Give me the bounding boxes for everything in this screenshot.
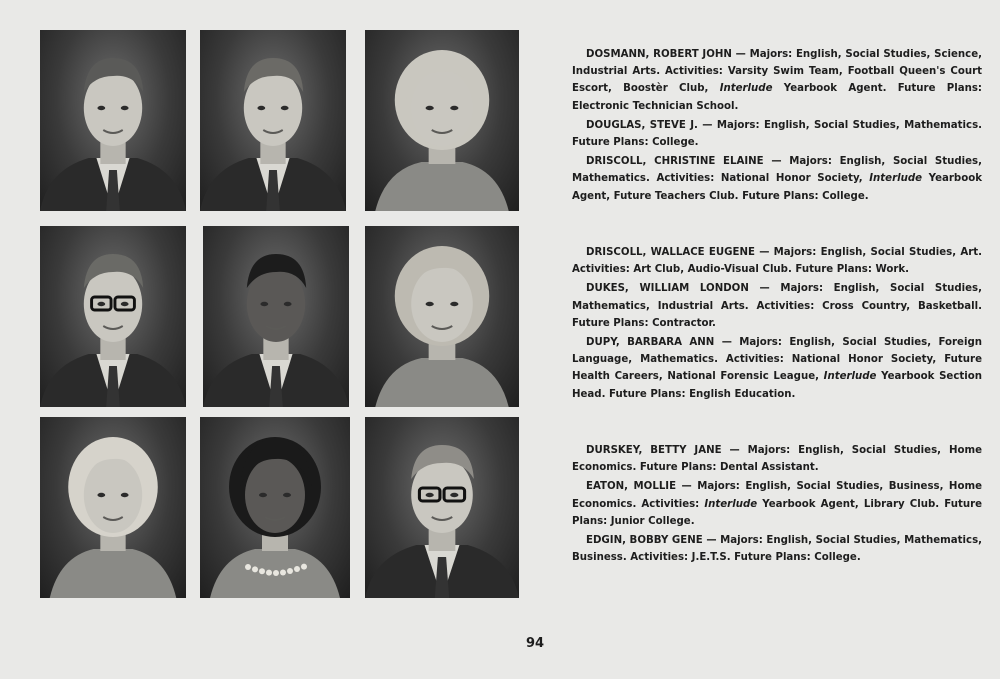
portrait-dukes-william bbox=[203, 226, 349, 407]
bio-entry: DUKES, WILLIAM LONDON — Majors: English, Social Studies, Mathematics, Industrial Arts. Activities: Cross Country, Basketball. Future Plans: Contractor. bbox=[572, 283, 982, 329]
bio-entry: DURSKEY, BETTY JANE — Majors: English, Social Studies, Home Economics. Future Plans: Dental Assistant. bbox=[572, 445, 982, 474]
portrait-silhouette bbox=[200, 417, 350, 598]
bio-entry: EATON, MOLLIE — Majors: English, Social Studies, Business, Home Economics. Activities: Interlude Yearbook Agent, Library Club. Future Plans: Junior College. bbox=[572, 481, 983, 527]
bio-entry: DOSMANN, ROBERT JOHN — Majors: English, Social Studies, Science, Industrial Arts. Activities: Varsity Swim Team, Football Queen's Court Escort, Boostèr Club, Interlude Yearbook Agent. Future Plans: Electronic Technician School. bbox=[572, 49, 983, 112]
bio-entry: DRISCOLL, WALLACE EUGENE — Majors: English, Social Studies, Art. Activities: Art Club, Audio-Visual Club. Future Plans: Work. bbox=[572, 247, 982, 276]
portrait-silhouette bbox=[365, 417, 519, 598]
portrait-dupy-barbara bbox=[365, 226, 519, 407]
portrait-silhouette bbox=[40, 226, 186, 407]
portrait-silhouette bbox=[203, 226, 349, 407]
bio-entry: DUPY, BARBARA ANN — Majors: English, Social Studies, Foreign Language, Mathematics. Activities: National Honor Society, Future Health Careers, National Forensic League, Interlude Yearbook Section Head. Future Plans: English Education. bbox=[572, 337, 982, 400]
portrait-driscoll-wallace bbox=[40, 226, 186, 407]
bio-group-2 bbox=[572, 244, 982, 405]
portrait-durskey-betty bbox=[40, 417, 186, 598]
portrait-edgin-bobby bbox=[365, 417, 519, 598]
bio-entry: DOUGLAS, STEVE J. — Majors: English, Social Studies, Mathematics. Future Plans: College. bbox=[572, 119, 982, 149]
portrait-driscoll-christine bbox=[365, 30, 519, 211]
bio-entry: EDGIN, BOBBY GENE — Majors: English, Social Studies, Mathematics, Business. Activities: J.E.T.S. Future Plans: College. bbox=[572, 535, 983, 564]
bio-entry: DRISCOLL, CHRISTINE ELAINE — Majors: English, Social Studies, Mathematics. Activities: National Honor Society, Interlude Yearbook Agent, Future Teachers Club. Future Plans: College. bbox=[572, 156, 982, 202]
portrait-eaton-mollie bbox=[200, 417, 350, 598]
portrait-dosmann-robert-john bbox=[40, 30, 186, 211]
portrait-silhouette bbox=[40, 417, 186, 598]
portrait-silhouette bbox=[365, 30, 519, 211]
portrait-silhouette bbox=[40, 30, 186, 211]
portrait-silhouette bbox=[365, 226, 519, 407]
portrait-silhouette bbox=[200, 30, 346, 211]
bio-group-1 bbox=[572, 46, 982, 207]
page-number: 94 bbox=[525, 636, 545, 651]
portrait-douglas-steve bbox=[200, 30, 346, 211]
bio-group-3 bbox=[572, 442, 982, 568]
